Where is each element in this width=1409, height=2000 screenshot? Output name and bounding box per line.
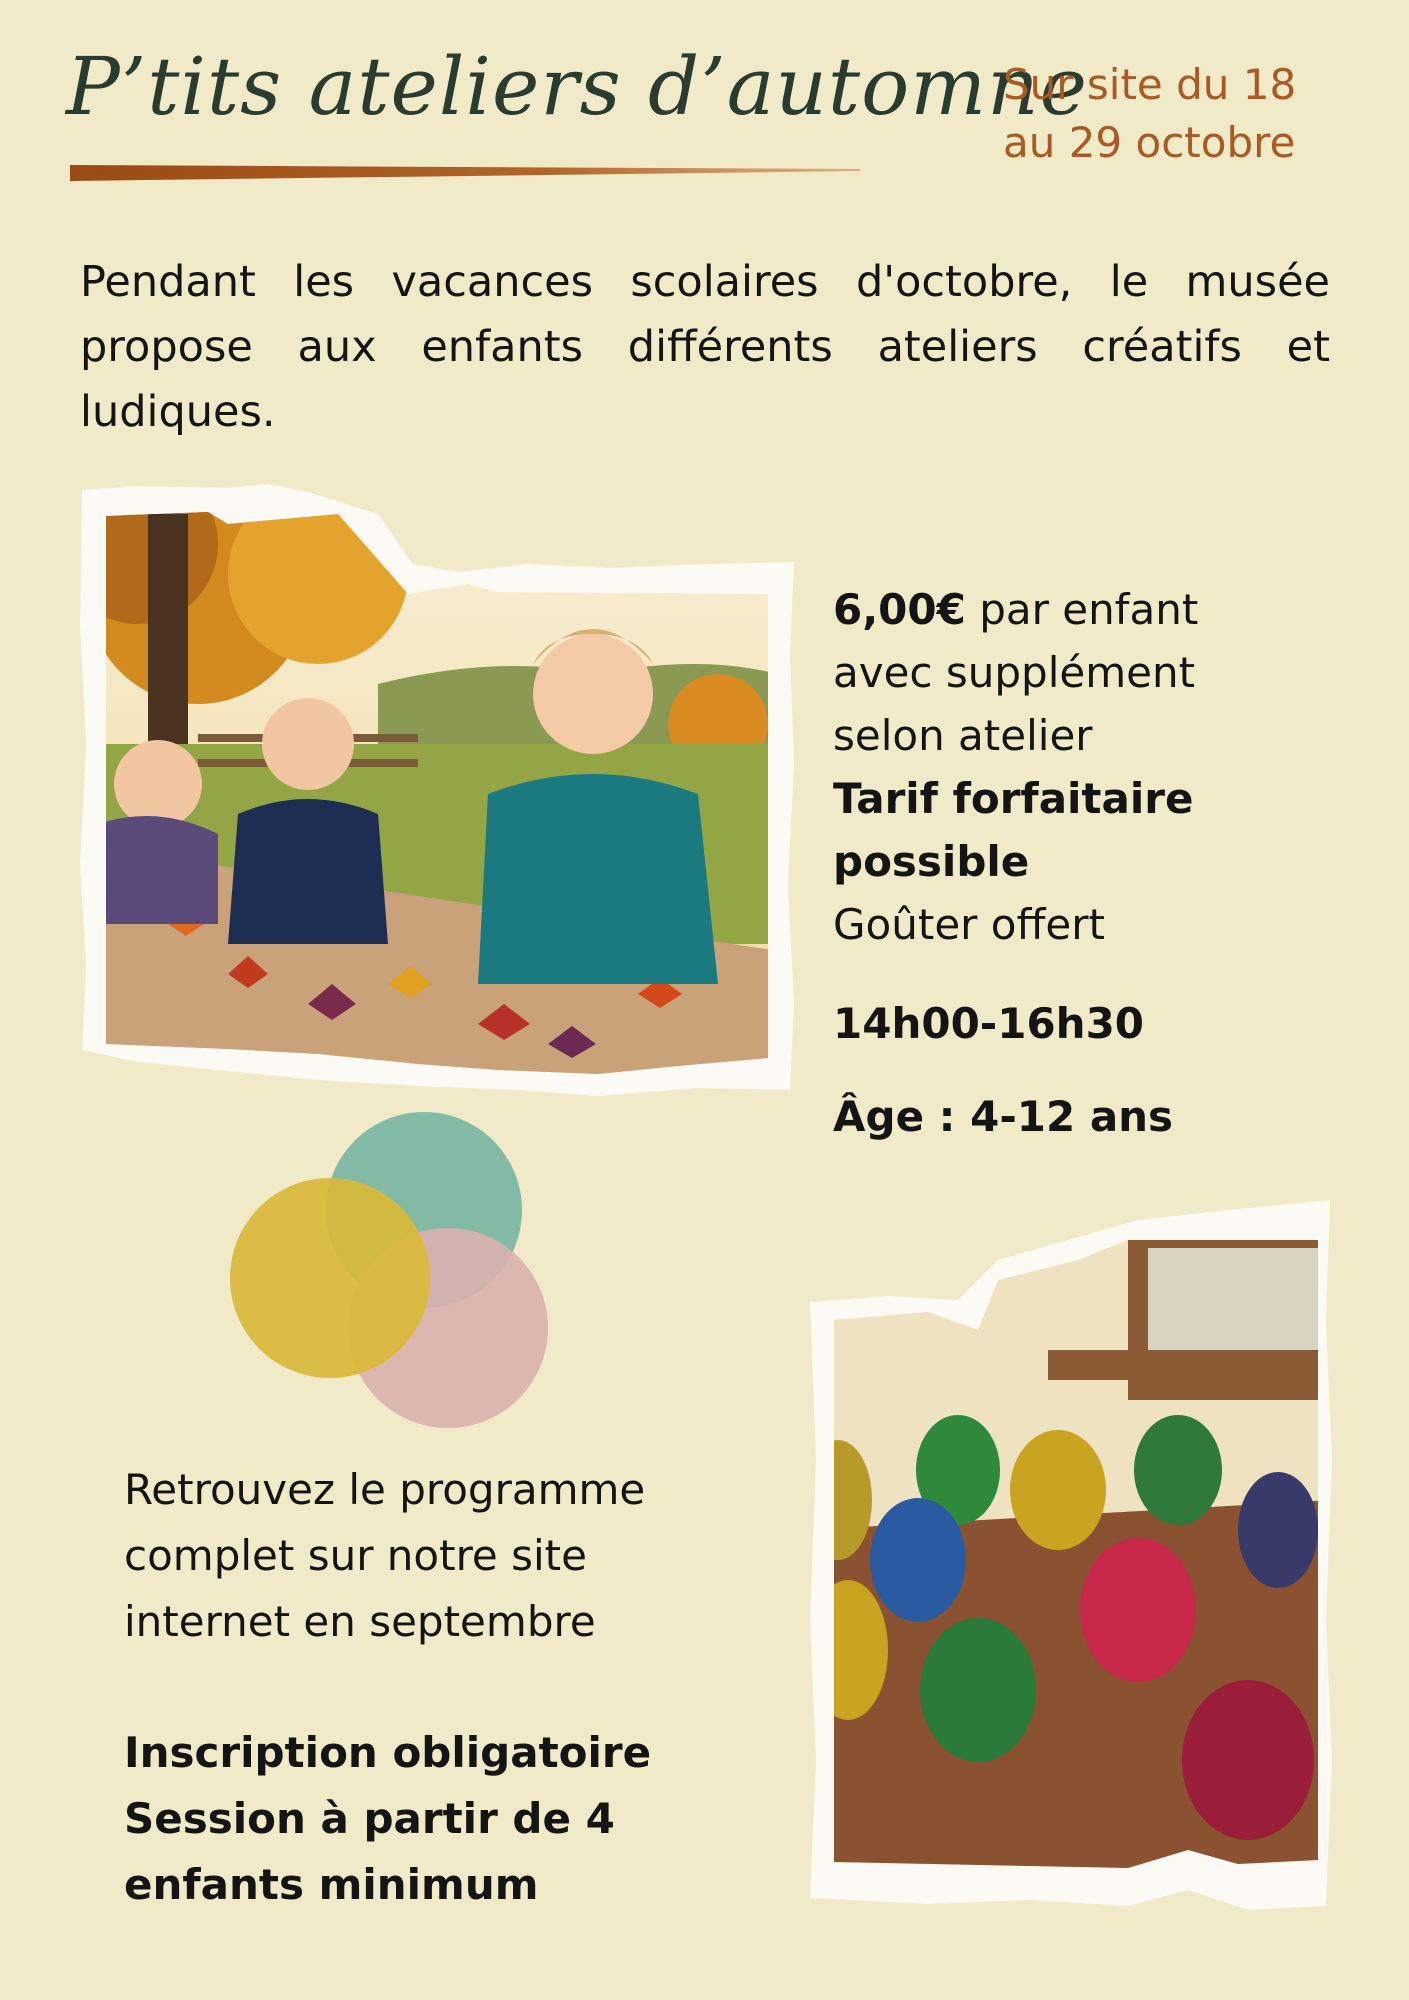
- children-autumn-crafts-photo: [78, 484, 798, 1096]
- flat-rate-line-1: Tarif forfaitaire: [833, 774, 1194, 823]
- snack-info: Goûter offert: [833, 900, 1105, 949]
- price-value: 6,00€: [833, 585, 966, 634]
- registration-note: [124, 1720, 744, 1918]
- program-note: Retrouvez le programme complet sur notre site internet en septembre: [124, 1465, 646, 1646]
- age-info: Âge : 4-12 ans: [833, 1092, 1174, 1141]
- registration-line-1: Inscription obligatoire: [124, 1728, 652, 1777]
- info-block: [833, 578, 1313, 1148]
- intro-paragraph: Pendant les vacances scolaires d'octobre, le musée propose aux enfants différents ateliers créatifs et ludiques.: [80, 257, 1330, 437]
- dates-line-1: Sur site du 18: [1003, 60, 1297, 109]
- registration-line-3: enfants minimum: [124, 1860, 539, 1909]
- registration-line-2: Session à partir de 4: [124, 1794, 615, 1843]
- flat-rate-line-2: possible: [833, 837, 1030, 886]
- event-dates: [1003, 56, 1296, 172]
- supplement-line-2: selon atelier: [833, 711, 1093, 760]
- supplement-line-1: avec supplément: [833, 648, 1196, 697]
- hours-info: 14h00-16h30: [833, 999, 1145, 1048]
- painted-pinecones-photo: [808, 1200, 1332, 1910]
- title-underline: [70, 161, 860, 183]
- dates-line-2: au 29 octobre: [1003, 118, 1296, 167]
- yellow-circle: [230, 1178, 430, 1378]
- decorative-circles: [228, 1110, 558, 1430]
- price-suffix: par enfant: [965, 585, 1199, 634]
- price-line: [833, 578, 1313, 641]
- page-title: P’tits ateliers d’automne: [66, 40, 1088, 133]
